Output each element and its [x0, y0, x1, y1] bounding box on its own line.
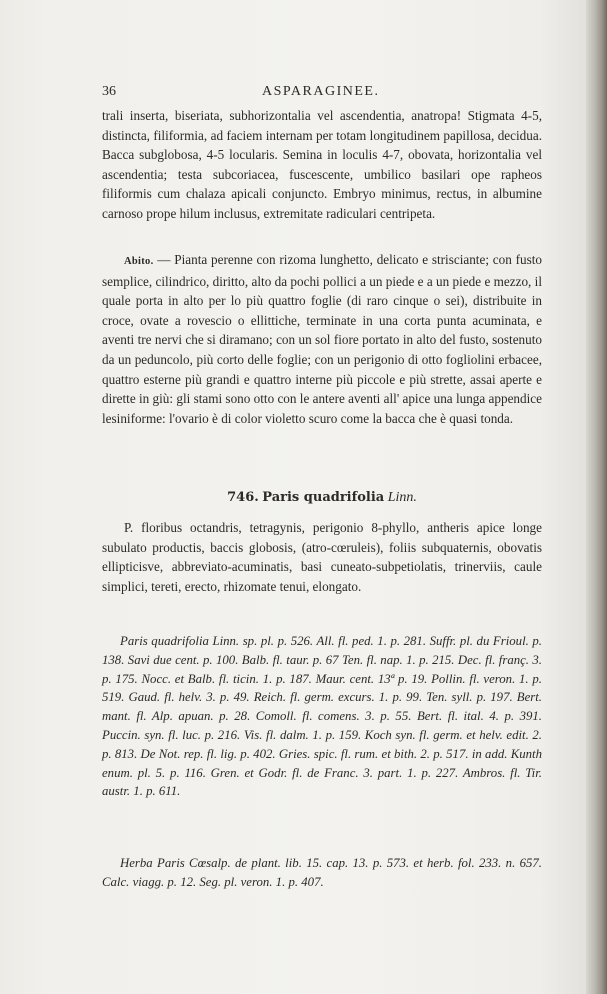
species-diagnosis-paragraph: P. floribus octandris, tetragynis, perigonio 8-phyllo, antheris apice longe subulato productis, baccis globosis, (atro-cœruleis), foliis subquaternis, obovatis ellipticisve, abbreviato-acuminatis, basi cuneato-subpetiolatis, trinerviis, caule simplici, tereti, erecto, rhizomate tenui, elongato.: [102, 520, 542, 594]
habit-lead: Abito.: [124, 256, 154, 267]
running-head: [102, 84, 542, 104]
habit-text: — Pianta perenne con rizoma lunghetto, delicato e strisciante; con fusto semplice, cilindrico, diritto, alto da pochi pollici a un piede e a un piede e mezzo, il quale porta in alto per lo più quattro foglie (di raro cinque o sei), distribuite in croce, ovate a rovescio o ellittiche, terminate in una corta punta acuminata, e aventi tre nervi che si diramano; con un sol fiore portato in alto del fusto, sostenuto da un peduncolo, più corto delle foglie; con un perigonio di otto fogliolini erbacee, quattro esterne più grandi e quattro interne più piccole e più strette, assai aperte e dirette in giù: gli stami sono otto con le antere aventi all' apice una lunga appendice lesiniforme: l'ovario è di color violetto scuro come la bacca che è quasi tonda.: [102, 252, 542, 426]
species-name: Paris quadrifolia: [262, 490, 385, 505]
genus-description-paragraph: trali inserta, biseriata, subhorizontalia vel ascendentia, anatropa! Stigmata 4-5, distincta, filiformia, ad faciem internam per totam longitudinem papillosa, decidua. Bacca subglobosa, 4-5 locularis. Semina in loculis 4-7, obovata, horizontalia vel ascendentia; testa subcoriacea, fuscescente, umbilico basilari ope rapheos filiformis cum chalaza apicali conjuncto. Embryo minimus, rectus, in albumine carnoso prope hilum inclusus, extremitate radiculari centripeta.: [102, 108, 542, 221]
synonymy-paragraph: Paris quadrifolia Linn. sp. pl. p. 526. All. fl. ped. 1. p. 281. Suffr. pl. du Frioul. p. 138. Savi due cent. p. 100. Balb. fl. taur. p. 67 Ten. fl. nap. 1. p. 215. Dec. fl. franç. 3. p. 175. Nocc. et Balb. fl. ticin. 1. p. 187. Maur. cent. 13ª p. 19. Pollin. fl. veron. 1. p. 519. Gaud. fl. helv. 3. p. 49. Reich. fl. germ. excurs. 1. p. 99. Ten. syll. p. 197. Bert. mant. fl. Alp. apuan. p. 28. Comoll. fl. comens. 3. p. 55. Bert. fl. ital. 4. p. 391. Puccin. syn. fl. luc. p. 216. Vis. fl. dalm. 1. p. 159. Koch syn. fl. germ. et helv. edit. 2. p. 813. De Not. rep. fl. lig. p. 402. Gries. spic. fl. rum. et bith. 2. p. 517. in add. Kunth enum. pl. 5. p. 116. Gren. et Godr. fl. de Franc. 3. part. 1. p. 227. Ambros. fl. Tir. austr. 1. p. 611.: [102, 634, 542, 799]
species-author: Linn.: [387, 490, 417, 505]
running-title: ASPARAGINEE.: [262, 84, 380, 99]
herba-paragraph: Herba Paris Cœsalp. de plant. lib. 15. cap. 13. p. 573. et herb. fol. 233. n. 657. Calc. viagg. p. 12. Seg. pl. veron. 1. p. 407.: [102, 856, 542, 889]
page-number: 36: [102, 84, 116, 99]
species-heading: [102, 490, 542, 506]
page-edge: [586, 0, 607, 994]
habit-paragraph: [102, 250, 542, 428]
species-number: 746.: [227, 490, 259, 505]
